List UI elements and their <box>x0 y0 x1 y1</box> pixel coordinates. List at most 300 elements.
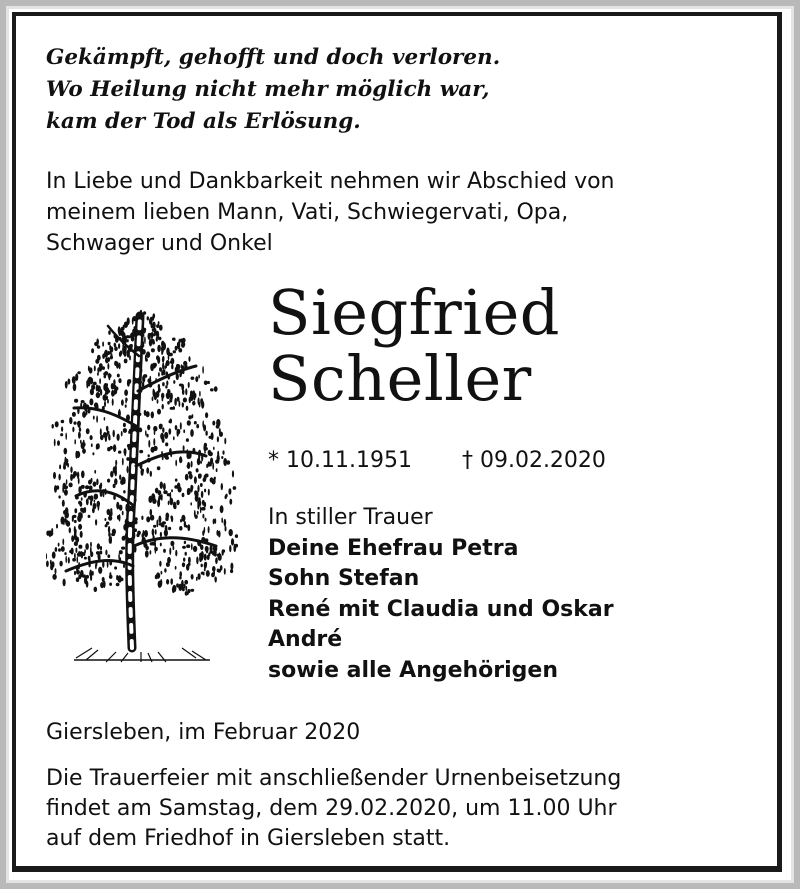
leaf-mark <box>75 548 77 553</box>
death-date: † 09.02.2020 <box>461 448 606 473</box>
leaf-mark <box>156 520 158 528</box>
leaf-mark <box>114 566 117 569</box>
leaf-mark <box>56 524 58 529</box>
leaf-mark <box>222 549 225 552</box>
leaf-mark <box>204 451 206 454</box>
leaf-mark <box>157 466 161 470</box>
leaf-mark <box>71 535 74 542</box>
leaf-mark <box>196 424 199 428</box>
leaf-mark <box>169 419 172 424</box>
leaf-mark <box>136 534 139 538</box>
leaf-mark <box>68 379 71 385</box>
leaf-mark <box>117 515 120 520</box>
leaf-mark <box>146 516 150 522</box>
leaf-mark <box>164 432 168 439</box>
leaf-mark <box>94 587 98 592</box>
leaf-mark <box>102 366 105 370</box>
leaf-mark <box>61 426 63 431</box>
leaf-mark <box>77 515 81 522</box>
leaf-mark <box>74 571 76 575</box>
leaf-mark <box>121 327 124 332</box>
birth-date: * 10.11.1951 <box>268 448 412 473</box>
leaf-mark <box>183 429 185 433</box>
leaf-mark <box>119 505 123 511</box>
leaf-mark <box>78 545 82 549</box>
leaf-mark <box>88 366 90 371</box>
leaf-mark <box>200 506 202 513</box>
leaf-mark <box>121 431 123 437</box>
leaf-mark <box>88 556 91 561</box>
ceremony-info <box>46 764 621 854</box>
leaf-mark <box>221 483 223 490</box>
leaf-mark <box>197 500 201 507</box>
leaf-mark <box>85 485 89 489</box>
leaf-mark <box>230 563 233 570</box>
leaf-mark <box>96 551 100 555</box>
leaf-mark <box>150 550 152 554</box>
leaf-mark <box>104 417 106 421</box>
leaf-mark <box>186 438 189 442</box>
leaf-mark <box>118 343 120 349</box>
leaf-mark <box>229 499 232 505</box>
leaf-mark <box>169 498 173 506</box>
leaf-mark <box>157 499 160 507</box>
ceremony-line: auf dem Friedhof in Giersleben statt. <box>46 826 451 851</box>
leaf-mark <box>46 553 47 559</box>
leaf-mark <box>158 321 160 325</box>
leaf-mark <box>177 342 180 350</box>
leaf-mark <box>200 461 202 464</box>
leaf-mark <box>90 435 93 440</box>
leaf-mark <box>123 564 125 568</box>
leaf-mark <box>175 479 178 482</box>
leaf-mark <box>81 485 85 489</box>
leaf-mark <box>194 395 196 401</box>
leaf-mark <box>161 571 163 575</box>
leaf-mark <box>116 362 119 369</box>
leaf-mark <box>151 348 155 352</box>
leaf-mark <box>215 576 217 582</box>
leaf-mark <box>94 494 98 500</box>
leaf-mark <box>78 432 81 439</box>
leaf-mark <box>124 353 127 357</box>
leaf-mark <box>77 556 79 563</box>
leaf-mark <box>120 479 124 485</box>
leaf-mark <box>55 568 57 574</box>
leaf-mark <box>190 429 194 437</box>
leaf-mark <box>76 570 80 575</box>
leaf-mark <box>213 519 215 525</box>
leaf-mark <box>163 523 165 527</box>
leaf-mark <box>164 529 168 536</box>
leaf-mark <box>181 364 183 368</box>
leaf-mark <box>128 379 132 383</box>
leaf-mark <box>52 552 56 559</box>
leaf-mark <box>146 351 150 358</box>
leaf-mark <box>99 551 102 555</box>
leaf-mark <box>131 336 135 341</box>
leaf-mark <box>150 542 153 545</box>
leaf-mark <box>190 485 193 490</box>
leaf-mark <box>184 541 186 544</box>
poem-line: Wo Heilung nicht mehr möglich war, <box>46 77 490 102</box>
leaf-mark <box>127 467 129 472</box>
leaf-mark <box>196 468 199 472</box>
leaf-mark <box>206 464 208 468</box>
leaf-mark <box>197 485 199 492</box>
leaf-mark <box>150 509 153 516</box>
leaf-mark <box>193 546 197 552</box>
leaf-mark <box>81 497 83 501</box>
leaf-mark <box>217 554 220 557</box>
leaf-mark <box>81 442 85 449</box>
leaf-mark <box>94 342 98 346</box>
leaf-mark <box>172 587 175 593</box>
leaf-mark <box>148 454 150 457</box>
deceased-name <box>268 276 560 415</box>
leaf-mark <box>143 374 147 378</box>
leaf-mark <box>196 577 198 581</box>
leaf-mark <box>111 353 113 356</box>
leaf-mark <box>112 398 114 405</box>
leaf-mark <box>124 322 128 328</box>
leaf-mark <box>185 552 187 556</box>
leaf-mark <box>64 489 68 495</box>
leaf-mark <box>73 471 77 477</box>
leaf-mark <box>183 445 185 451</box>
leaf-mark <box>100 546 102 550</box>
leaf-mark <box>206 546 209 553</box>
leaf-mark <box>93 481 97 486</box>
leaf-mark <box>188 356 190 362</box>
leaf-mark <box>153 446 157 451</box>
leaf-mark <box>203 444 206 451</box>
leaf-mark <box>195 515 198 519</box>
leaf-mark <box>104 350 108 358</box>
leaf-mark <box>118 553 120 560</box>
mourners-intro: In stiller Trauer <box>268 505 433 530</box>
leaf-mark <box>183 398 187 403</box>
leaf-mark <box>106 522 109 525</box>
leaf-mark <box>74 520 77 523</box>
leaf-mark <box>147 316 149 320</box>
leaf-mark <box>126 398 128 401</box>
leaf-mark <box>212 462 214 469</box>
leaf-mark <box>125 404 127 407</box>
leaf-mark <box>163 490 167 494</box>
leaf-mark <box>186 406 189 411</box>
leaf-mark <box>169 398 172 402</box>
leaf-mark <box>173 546 175 550</box>
leaf-mark <box>208 450 212 456</box>
leaf-mark <box>186 544 190 548</box>
leaf-mark <box>92 571 94 576</box>
leaf-mark <box>174 398 177 406</box>
leaf-mark <box>153 495 155 500</box>
leaf-mark <box>111 392 113 395</box>
leaf-mark <box>202 500 205 505</box>
leaf-mark <box>143 530 145 536</box>
leaf-mark <box>221 456 223 459</box>
leaf-mark <box>188 557 191 564</box>
leaf-mark <box>234 544 236 552</box>
leaf-mark <box>177 429 181 435</box>
mourner-name: sowie alle Angehörigen <box>268 657 559 683</box>
leaf-mark <box>159 561 161 567</box>
leaf-mark <box>210 550 213 554</box>
leaf-mark <box>199 553 203 558</box>
leaf-mark <box>122 458 124 466</box>
leaf-mark <box>64 448 68 455</box>
leaf-mark <box>224 519 227 527</box>
leaf-mark <box>108 330 111 335</box>
leaf-mark <box>108 374 112 379</box>
leaf-mark <box>187 524 190 531</box>
leaf-mark <box>162 356 164 362</box>
leaf-mark <box>90 542 92 547</box>
leaf-mark <box>95 520 97 523</box>
leaf-mark <box>104 375 107 379</box>
leaf-mark <box>166 360 170 366</box>
leaf-mark <box>66 521 70 527</box>
leaf-mark <box>78 423 81 427</box>
leaf-mark <box>66 383 68 387</box>
leaf-mark <box>197 458 201 466</box>
leaf-mark <box>105 550 107 556</box>
leaf-mark <box>152 397 154 402</box>
leaf-mark <box>72 558 76 562</box>
leaf-mark <box>175 425 178 430</box>
leaf-mark <box>177 397 180 402</box>
leaf-mark <box>107 554 110 558</box>
intro-text <box>46 166 615 259</box>
leaf-mark <box>201 401 204 409</box>
leaf-mark <box>157 345 161 352</box>
leaf-mark <box>123 423 126 427</box>
leaf-mark <box>85 543 89 550</box>
leaf-mark <box>170 541 174 547</box>
leaf-mark <box>109 536 112 544</box>
leaf-mark <box>91 443 93 447</box>
leaf-mark <box>206 570 210 577</box>
leaf-mark <box>160 543 162 547</box>
leaf-mark <box>97 443 99 449</box>
leaf-mark <box>88 480 92 485</box>
leaf-mark <box>79 427 81 431</box>
leaf-mark <box>96 479 98 486</box>
mourner-name: Deine Ehefrau Petra <box>268 535 519 561</box>
leaf-mark <box>87 378 91 384</box>
leaf-mark <box>159 424 163 430</box>
leaf-mark <box>187 420 191 426</box>
leaf-mark <box>159 367 162 371</box>
leaf-mark <box>155 575 158 579</box>
leaf-mark <box>117 503 119 509</box>
leaf-mark <box>172 338 176 341</box>
leaf-mark <box>104 401 106 407</box>
leaf-mark <box>235 534 238 538</box>
leaf-mark <box>190 589 194 592</box>
leaf-mark <box>78 574 81 579</box>
last-name: Scheller <box>268 342 532 415</box>
leaf-mark <box>192 401 195 406</box>
leaf-mark <box>74 399 78 403</box>
leaf-mark <box>201 572 205 575</box>
leaf-mark <box>167 389 170 395</box>
leaf-mark <box>215 558 217 564</box>
leaf-mark <box>86 498 89 505</box>
leaf-mark <box>52 574 56 580</box>
leaf-mark <box>160 482 163 489</box>
leaf-mark <box>97 355 101 361</box>
leaf-mark <box>166 562 170 567</box>
leaf-mark <box>233 486 237 490</box>
leaf-mark <box>212 421 215 426</box>
leaf-mark <box>92 507 95 513</box>
leaf-mark <box>231 538 234 545</box>
leaf-mark <box>98 567 102 574</box>
intro-line: meinem lieben Mann, Vati, Schwiegervati, Opa, <box>46 200 569 225</box>
leaf-mark <box>63 510 67 515</box>
leaf-mark <box>198 474 201 478</box>
leaf-mark <box>175 346 178 351</box>
leaf-mark <box>202 366 204 374</box>
leaf-mark <box>97 502 100 506</box>
leaf-mark <box>179 526 182 531</box>
leaf-mark <box>214 549 217 557</box>
leaf-mark <box>58 495 60 498</box>
leaf-mark <box>80 508 83 512</box>
leaf-mark <box>200 545 203 551</box>
leaf-mark <box>201 564 203 568</box>
poem-line: kam der Tod als Erlösung. <box>46 109 361 134</box>
leaf-mark <box>198 375 200 379</box>
leaf-mark <box>145 550 149 557</box>
leaf-mark <box>57 440 60 446</box>
leaf-mark <box>224 568 226 575</box>
leaf-mark <box>90 495 94 501</box>
leaf-mark <box>111 533 115 536</box>
leaf-mark <box>109 437 111 440</box>
leaf-mark <box>187 488 191 495</box>
leaf-mark <box>75 373 78 381</box>
leaf-mark <box>61 420 65 424</box>
leaf-mark <box>196 557 198 565</box>
leaf-mark <box>210 388 214 391</box>
leaf-mark <box>119 550 123 554</box>
leaf-mark <box>78 486 80 493</box>
leaf-mark <box>124 359 128 364</box>
leaf-mark <box>107 479 110 483</box>
leaf-mark <box>156 337 158 342</box>
leaf-mark <box>103 581 106 588</box>
leaf-mark <box>162 382 165 386</box>
leaf-mark <box>207 381 210 384</box>
leaf-mark <box>167 493 171 496</box>
leaf-mark <box>94 365 96 371</box>
leaf-mark <box>154 392 157 400</box>
leaf-mark <box>117 374 120 378</box>
leaf-mark <box>171 364 173 369</box>
leaf-mark <box>62 539 64 546</box>
leaf-mark <box>225 495 227 499</box>
leaf-mark <box>96 385 99 392</box>
leaf-mark <box>158 337 162 341</box>
leaf-mark <box>168 501 170 505</box>
leaf-mark <box>161 345 164 353</box>
place-date: Giersleben, im Februar 2020 <box>46 720 361 745</box>
leaf-mark <box>73 421 76 424</box>
leaf-mark <box>158 516 161 524</box>
leaf-mark <box>152 333 156 336</box>
leaf-mark <box>146 467 149 474</box>
leaf-mark <box>217 455 220 462</box>
leaf-mark <box>225 526 227 531</box>
leaf-mark <box>152 322 155 329</box>
leaf-mark <box>203 478 206 482</box>
leaf-mark <box>216 419 220 427</box>
leaf-mark <box>145 430 147 436</box>
leaf-mark <box>152 315 154 320</box>
leaf-mark <box>188 382 190 388</box>
leaf-mark <box>171 489 173 492</box>
leaf-mark <box>65 556 67 563</box>
leaf-mark <box>221 518 223 524</box>
leaf-mark <box>229 529 233 536</box>
leaf-mark <box>69 550 73 553</box>
leaf-mark <box>141 468 144 476</box>
leaf-mark <box>128 431 130 434</box>
leaf-mark <box>107 357 110 362</box>
leaf-mark <box>144 530 148 537</box>
leaf-mark <box>228 488 231 495</box>
leaf-mark <box>105 396 108 400</box>
leaf-mark <box>165 442 168 446</box>
leaf-mark <box>201 507 205 511</box>
leaf-mark <box>107 447 111 451</box>
leaf-mark <box>152 529 155 536</box>
leaf-mark <box>77 472 79 480</box>
leaf-mark <box>121 399 124 405</box>
leaf-mark <box>119 363 121 370</box>
leaf-mark <box>107 399 109 404</box>
leaf-mark <box>88 515 91 518</box>
leaf-mark <box>69 527 71 533</box>
leaf-mark <box>82 448 86 453</box>
leaf-mark <box>167 351 170 355</box>
leaf-mark <box>144 328 146 331</box>
leaf-mark <box>185 586 187 591</box>
leaf-mark <box>94 470 96 474</box>
leaf-mark <box>149 318 153 325</box>
leaf-mark <box>173 380 175 384</box>
leaf-mark <box>166 380 168 385</box>
leaf-mark <box>210 506 213 510</box>
leaf-mark <box>205 518 207 522</box>
leaf-mark <box>162 369 165 375</box>
leaf-mark <box>183 558 185 562</box>
leaf-mark <box>224 438 226 445</box>
leaf-mark <box>229 545 231 552</box>
leaf-mark <box>202 530 204 536</box>
leaf-mark <box>102 342 104 347</box>
leaf-mark <box>190 502 192 505</box>
leaf-mark <box>178 584 182 591</box>
leaf-mark <box>104 518 106 521</box>
leaf-mark <box>175 550 177 557</box>
leaf-mark <box>219 432 223 437</box>
leaf-mark <box>182 562 185 567</box>
